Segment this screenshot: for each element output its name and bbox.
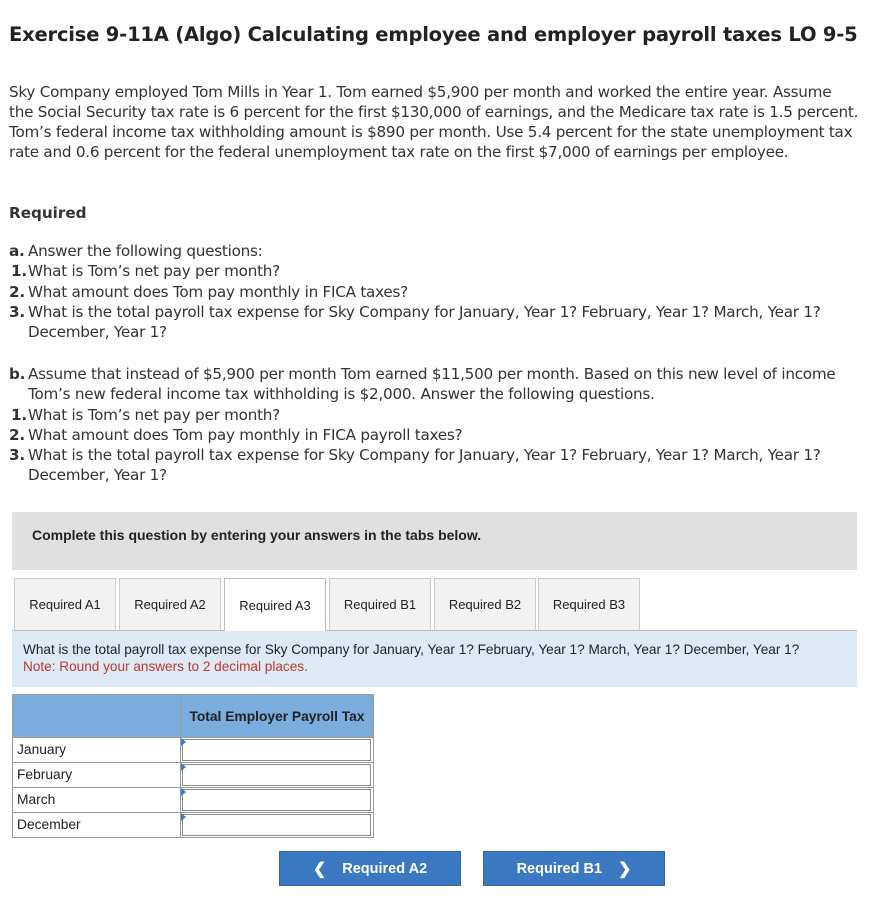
chevron-right-icon: ❯ bbox=[618, 860, 632, 878]
january-tax-input[interactable] bbox=[182, 739, 371, 761]
march-tax-input[interactable] bbox=[182, 789, 371, 811]
prev-button-label: Required A2 bbox=[342, 860, 428, 877]
problem-description: Sky Company employed Tom Mills in Year 1. Tom earned $5,900 per month and worked the entire year. Assume the Social Security tax rate is 6 percent for the first $130,000 of earnings, and the Medicare tax rate is 1.5 percent. Tom’s federal income tax withholding amount is $890 per month. Use 5.4 percent for the state unemployment tax rate and 0.6 percent for the federal unemployment tax rate on the first $7,000 of earnings per employee. bbox=[9, 83, 859, 161]
part-b-intro-text: Assume that instead of $5,900 per month Tom earned $11,500 per month. Based on this new level of income Tom’s new federal income tax withholding is $2,000. Answer the following questions. bbox=[28, 365, 836, 404]
part-b-intro bbox=[9, 364, 859, 405]
part-b-questions bbox=[9, 364, 859, 486]
table-column-header: Total Employer Payroll Tax bbox=[181, 694, 374, 738]
list-item bbox=[9, 425, 859, 445]
question-text: What amount does Tom pay monthly in FICA taxes? bbox=[28, 282, 408, 301]
part-b-marker: b. bbox=[9, 365, 26, 383]
february-tax-input[interactable] bbox=[182, 764, 371, 786]
part-a-intro-text: Answer the following questions: bbox=[28, 242, 263, 260]
instruction-banner bbox=[12, 512, 857, 570]
next-required-b1-button[interactable] bbox=[483, 851, 665, 886]
question-text: What amount does Tom pay monthly in FICA payroll taxes? bbox=[28, 425, 463, 444]
december-tax-input[interactable] bbox=[182, 814, 371, 836]
input-marker-icon bbox=[181, 738, 186, 746]
list-item bbox=[9, 405, 859, 425]
question-text: What is the total payroll tax expense for Sky Company for January, Year 1? February, Year 1? March, Year 1? December, Year 1? bbox=[28, 302, 821, 342]
tab-required-a1[interactable]: Required A1 bbox=[14, 578, 116, 630]
part-a-intro bbox=[9, 241, 859, 261]
question-number: 3. bbox=[9, 302, 25, 321]
next-button-label: Required B1 bbox=[516, 860, 602, 877]
list-item bbox=[9, 282, 859, 302]
part-a-marker: a. bbox=[9, 242, 25, 260]
question-panel bbox=[12, 631, 857, 687]
tab-required-b2[interactable]: Required B2 bbox=[434, 578, 536, 630]
row-label-february: February bbox=[12, 763, 181, 788]
chevron-left-icon: ❮ bbox=[312, 860, 327, 878]
tab-required-a3[interactable]: Required A3 bbox=[224, 578, 326, 631]
table-cell bbox=[181, 763, 374, 788]
table-cell bbox=[181, 788, 374, 813]
panel-question: What is the total payroll tax expense for Sky Company for January, Year 1? February, Year 1? March, Year 1? December, Year 1? bbox=[23, 642, 800, 657]
tab-required-b3[interactable]: Required B3 bbox=[538, 578, 640, 630]
tab-required-b1[interactable]: Required B1 bbox=[329, 578, 431, 630]
list-item bbox=[9, 261, 859, 281]
input-marker-icon bbox=[181, 763, 186, 771]
part-a-questions bbox=[9, 241, 859, 342]
row-label-january: January bbox=[12, 738, 181, 763]
question-text: What is the total payroll tax expense for Sky Company for January, Year 1? February, Year 1? March, Year 1? December, Year 1? bbox=[28, 446, 821, 485]
table-header-blank bbox=[12, 694, 181, 738]
question-number: 3. bbox=[9, 446, 25, 465]
row-label-december: December bbox=[12, 813, 181, 838]
table-cell bbox=[181, 813, 374, 838]
instruction-text: Complete this question by entering your answers in the tabs below. bbox=[32, 527, 482, 543]
input-marker-icon bbox=[181, 788, 186, 796]
required-heading: Required bbox=[9, 204, 87, 222]
row-label-march: March bbox=[12, 788, 181, 813]
question-text: What is Tom’s net pay per month? bbox=[28, 405, 280, 424]
input-marker-icon bbox=[181, 813, 186, 821]
question-number: 2. bbox=[9, 282, 25, 301]
question-number: 1. bbox=[11, 405, 27, 424]
rounding-note: Note: Round your answers to 2 decimal places. bbox=[23, 659, 308, 674]
table-cell bbox=[181, 738, 374, 763]
question-text: What is Tom’s net pay per month? bbox=[28, 262, 280, 281]
prev-required-a2-button[interactable] bbox=[279, 851, 461, 886]
tab-required-a2[interactable]: Required A2 bbox=[119, 578, 221, 630]
list-item bbox=[9, 445, 859, 486]
question-number: 2. bbox=[9, 425, 25, 444]
tab-bar bbox=[14, 578, 857, 631]
list-item bbox=[9, 302, 859, 343]
exercise-title: Exercise 9-11A (Algo) Calculating employee and employer payroll taxes LO 9-5 bbox=[9, 23, 858, 46]
question-number: 1. bbox=[11, 262, 27, 281]
